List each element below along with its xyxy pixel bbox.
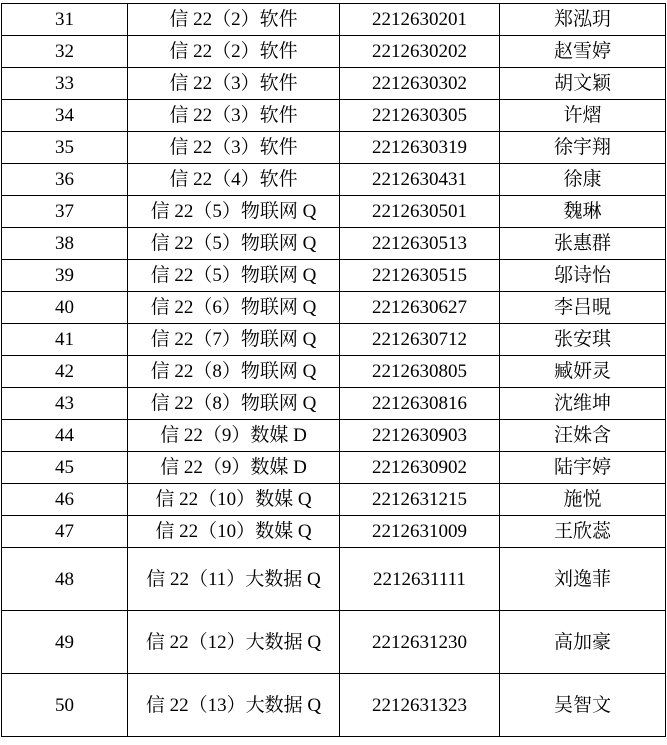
class-name-cell xyxy=(128,420,340,452)
table-row xyxy=(2,484,666,516)
row-number-cell: 47 xyxy=(2,516,128,548)
table-row xyxy=(2,611,666,674)
student-id-cell: 2212630627 xyxy=(340,292,500,324)
table-row xyxy=(2,132,666,164)
student-name-cell: 王欣蕊 xyxy=(500,516,666,548)
class-name-cell xyxy=(128,196,340,228)
student-name-cell: 郑泓玥 xyxy=(500,4,666,36)
student-name-cell: 许熠 xyxy=(500,100,666,132)
table-row xyxy=(2,452,666,484)
table-row xyxy=(2,100,666,132)
class-name-text: 信 22（9）数媒 D xyxy=(160,425,307,446)
student-name-cell: 沈维坤 xyxy=(500,388,666,420)
row-number-cell: 45 xyxy=(2,452,128,484)
student-name-cell: 臧妍灵 xyxy=(500,356,666,388)
row-number-cell: 32 xyxy=(2,36,128,68)
student-name-cell: 陆宇婷 xyxy=(500,452,666,484)
class-name-cell xyxy=(128,452,340,484)
table-row xyxy=(2,516,666,548)
student-id-cell: 2212630501 xyxy=(340,196,500,228)
class-name-cell xyxy=(128,388,340,420)
class-name-text: 信 22（3）软件 xyxy=(169,105,298,126)
class-name-cell xyxy=(128,100,340,132)
class-name-cell xyxy=(128,164,340,196)
class-name-text: 信 22（7）物联网 Q xyxy=(150,329,317,350)
class-name-text: 信 22（2）软件 xyxy=(169,41,298,62)
class-name-text: 信 22（12）大数据 Q xyxy=(145,631,322,653)
class-name-cell xyxy=(128,228,340,260)
student-id-cell: 2212630816 xyxy=(340,388,500,420)
student-name-cell: 邬诗怡 xyxy=(500,260,666,292)
row-number-cell: 39 xyxy=(2,260,128,292)
student-name-cell: 刘逸菲 xyxy=(500,548,666,611)
class-name-cell xyxy=(128,356,340,388)
student-id-cell: 2212630201 xyxy=(340,4,500,36)
student-name-cell: 徐康 xyxy=(500,164,666,196)
row-number-cell: 49 xyxy=(2,611,128,674)
student-id-cell: 2212631230 xyxy=(340,611,500,674)
student-id-cell: 2212630431 xyxy=(340,164,500,196)
table-row xyxy=(2,548,666,611)
class-name-cell xyxy=(128,674,340,737)
student-id-cell: 2212630319 xyxy=(340,132,500,164)
table-row xyxy=(2,4,666,36)
class-name-text: 信 22（10）数媒 Q xyxy=(155,521,312,542)
class-name-cell xyxy=(128,132,340,164)
student-name-cell: 高加豪 xyxy=(500,611,666,674)
table-row xyxy=(2,228,666,260)
table-row xyxy=(2,356,666,388)
table-row xyxy=(2,36,666,68)
class-name-cell xyxy=(128,68,340,100)
student-id-cell: 2212630305 xyxy=(340,100,500,132)
table-row xyxy=(2,196,666,228)
class-name-text: 信 22（3）软件 xyxy=(169,137,298,158)
row-number-cell: 42 xyxy=(2,356,128,388)
student-id-cell: 2212630712 xyxy=(340,324,500,356)
class-name-cell xyxy=(128,516,340,548)
class-name-text: 信 22（4）软件 xyxy=(169,169,298,190)
student-name-cell: 张惠群 xyxy=(500,228,666,260)
student-name-cell: 吴智文 xyxy=(500,674,666,737)
student-name-cell: 张安琪 xyxy=(500,324,666,356)
student-id-cell: 2212630202 xyxy=(340,36,500,68)
table-row xyxy=(2,164,666,196)
table-row xyxy=(2,388,666,420)
class-name-text: 信 22（10）数媒 Q xyxy=(155,489,312,510)
class-name-text: 信 22（3）软件 xyxy=(169,73,298,94)
table-row xyxy=(2,260,666,292)
class-name-text: 信 22（8）物联网 Q xyxy=(150,393,317,414)
table-row xyxy=(2,674,666,737)
row-number-cell: 34 xyxy=(2,100,128,132)
table-row xyxy=(2,292,666,324)
student-id-cell: 2212630302 xyxy=(340,68,500,100)
row-number-cell: 41 xyxy=(2,324,128,356)
class-name-cell xyxy=(128,324,340,356)
class-name-cell xyxy=(128,36,340,68)
class-name-text: 信 22（8）物联网 Q xyxy=(150,361,317,382)
row-number-cell: 46 xyxy=(2,484,128,516)
class-name-text: 信 22（2）软件 xyxy=(169,9,298,30)
table-row xyxy=(2,420,666,452)
row-number-cell: 31 xyxy=(2,4,128,36)
student-id-cell: 2212631111 xyxy=(340,548,500,611)
student-name-cell: 徐宇翔 xyxy=(500,132,666,164)
row-number-cell: 38 xyxy=(2,228,128,260)
row-number-cell: 44 xyxy=(2,420,128,452)
student-name-cell: 李吕晛 xyxy=(500,292,666,324)
class-name-cell xyxy=(128,548,340,611)
class-name-text: 信 22（9）数媒 D xyxy=(160,457,307,478)
class-name-cell xyxy=(128,4,340,36)
student-name-cell: 胡文颖 xyxy=(500,68,666,100)
class-name-cell xyxy=(128,292,340,324)
class-name-cell xyxy=(128,484,340,516)
row-number-cell: 50 xyxy=(2,674,128,737)
row-number-cell: 40 xyxy=(2,292,128,324)
class-name-text: 信 22（11）大数据 Q xyxy=(146,568,321,590)
class-name-cell xyxy=(128,611,340,674)
student-id-cell: 2212630902 xyxy=(340,452,500,484)
row-number-cell: 48 xyxy=(2,548,128,611)
table-row xyxy=(2,68,666,100)
row-number-cell: 35 xyxy=(2,132,128,164)
class-name-text: 信 22（5）物联网 Q xyxy=(150,233,317,254)
student-id-cell: 2212631215 xyxy=(340,484,500,516)
student-roster-table xyxy=(1,3,666,737)
student-name-cell: 赵雪婷 xyxy=(500,36,666,68)
student-id-cell: 2212630515 xyxy=(340,260,500,292)
class-name-text: 信 22（13）大数据 Q xyxy=(145,694,322,716)
student-id-cell: 2212630903 xyxy=(340,420,500,452)
class-name-text: 信 22（5）物联网 Q xyxy=(150,201,317,222)
student-id-cell: 2212631323 xyxy=(340,674,500,737)
student-name-cell: 汪姝含 xyxy=(500,420,666,452)
class-name-text: 信 22（6）物联网 Q xyxy=(150,297,317,318)
student-name-cell: 魏琳 xyxy=(500,196,666,228)
student-id-cell: 2212630513 xyxy=(340,228,500,260)
roster-body xyxy=(2,4,666,737)
row-number-cell: 36 xyxy=(2,164,128,196)
class-name-cell xyxy=(128,260,340,292)
row-number-cell: 43 xyxy=(2,388,128,420)
student-name-cell: 施悦 xyxy=(500,484,666,516)
row-number-cell: 33 xyxy=(2,68,128,100)
class-name-text: 信 22（5）物联网 Q xyxy=(150,265,317,286)
table-row xyxy=(2,324,666,356)
student-id-cell: 2212630805 xyxy=(340,356,500,388)
student-id-cell: 2212631009 xyxy=(340,516,500,548)
row-number-cell: 37 xyxy=(2,196,128,228)
